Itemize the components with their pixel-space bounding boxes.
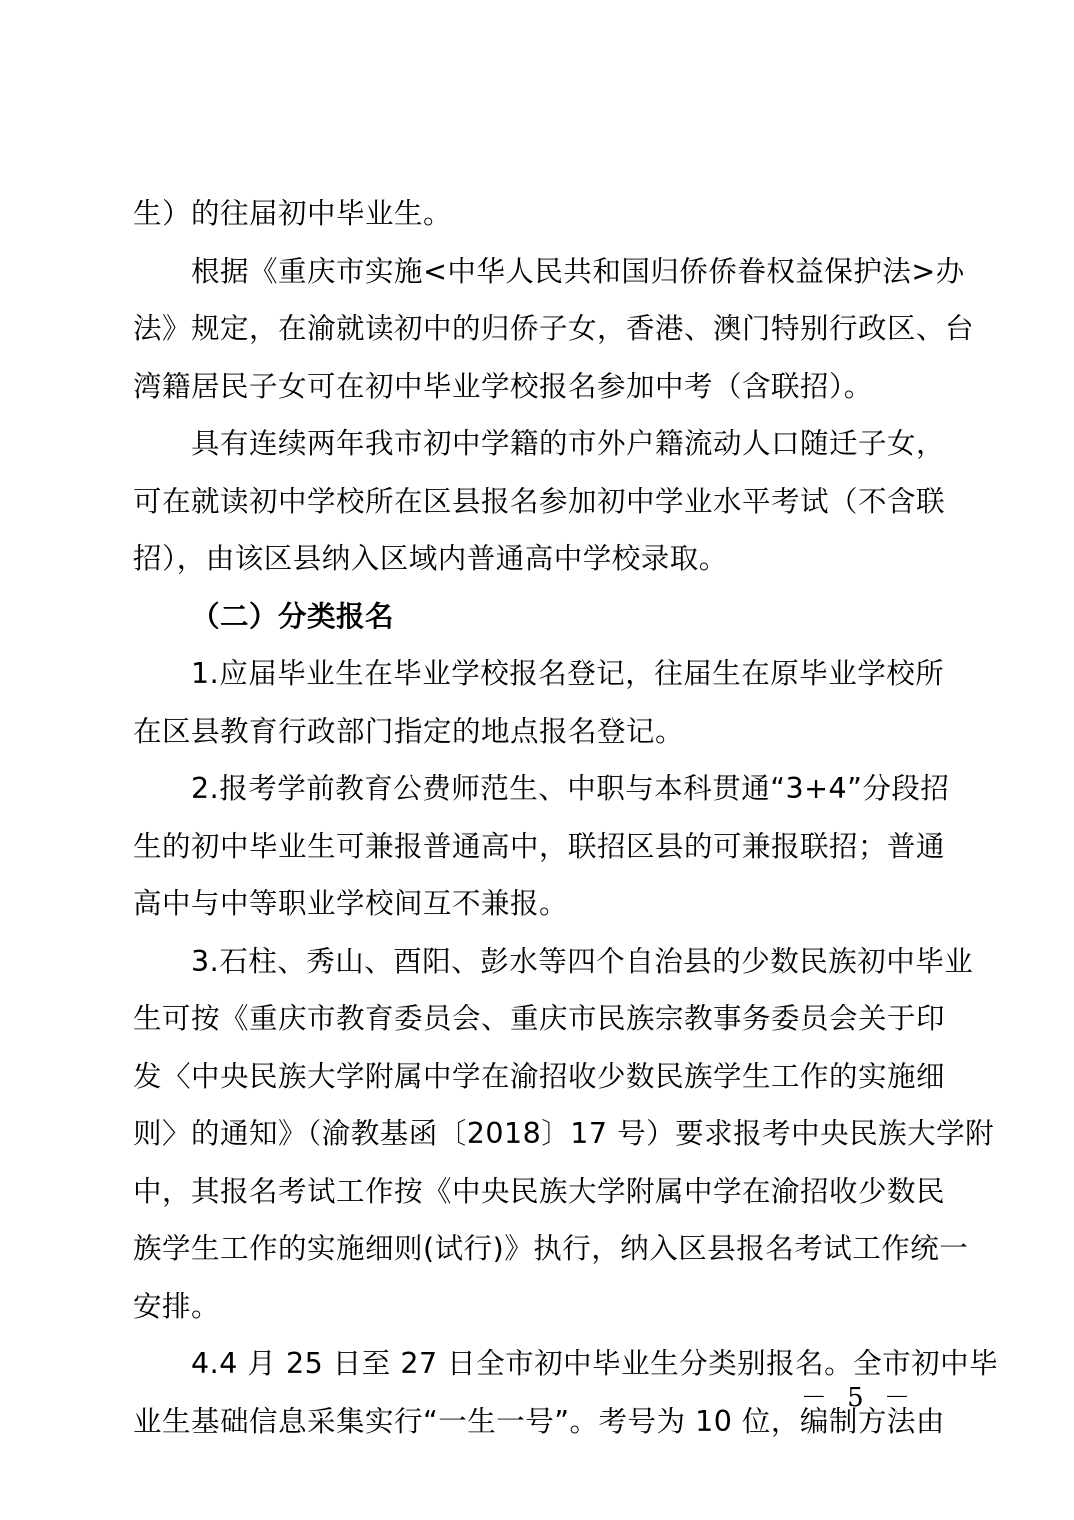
- paragraph-line: 业生基础信息采集实行“一生一号”。考号为 10 位，编制方法由: [133, 1404, 945, 1438]
- paragraph-line: 招），由该区县纳入区域内普通高中学校录取。: [133, 542, 728, 575]
- paragraph-line: 则〉的通知》（渝教基函〔2018〕17 号）要求报考中央民族大学附: [133, 1117, 995, 1150]
- paragraph-line: 安排。: [133, 1289, 221, 1323]
- body-text: [133, 185, 999, 1450]
- paragraph-line: 可在就读初中学校所在区县报名参加初中学业水平考试（不含联: [133, 484, 946, 518]
- paragraph-line: 3.石柱、秀山、酉阳、彭水等四个自治县的少数民族初中毕业: [191, 944, 974, 978]
- paragraph-line: 根据《重庆市实施<中华人民共和国归侨侨眷权益保护法>办: [191, 254, 965, 288]
- paragraph-line: 在区县教育行政部门指定的地点报名登记。: [133, 714, 685, 748]
- paragraph-line: 发〈中央民族大学附属中学在渝招收少数民族学生工作的实施细: [133, 1059, 946, 1093]
- paragraph-line: 族学生工作的实施细则(试行)》执行，纳入区县报名考试工作统一: [133, 1232, 969, 1265]
- paragraph-line: 生的初中毕业生可兼报普通高中，联招区县的可兼报联招；普通: [133, 829, 946, 863]
- section-heading: （二）分类报名: [191, 599, 395, 633]
- paragraph-line: 2.报考学前教育公费师范生、中职与本科贯通“3+4”分段招: [191, 772, 950, 805]
- paragraph-line: 中，其报名考试工作按《中央民族大学附属中学在渝招收少数民: [133, 1174, 946, 1208]
- paragraph-line: 具有连续两年我市初中学籍的市外户籍流动人口随迁子女，: [191, 427, 946, 460]
- paragraph-line: 生可按《重庆市教育委员会、重庆市民族宗教事务委员会关于印: [133, 1002, 946, 1035]
- paragraph-line: 生）的往届初中毕业生。: [133, 197, 453, 230]
- page-number: － 5 －: [800, 1383, 916, 1413]
- paragraph-line: 法》规定，在渝就读初中的归侨子女，香港、澳门特别行政区、台: [133, 312, 975, 345]
- paragraph-line: 4.4 月 25 日至 27 日全市初中毕业生分类别报名。全市初中毕: [191, 1347, 999, 1380]
- paragraph-line: 湾籍居民子女可在初中毕业学校报名参加中考（含联招）。: [133, 369, 873, 403]
- paragraph-line: 高中与中等职业学校间互不兼报。: [133, 887, 569, 920]
- paragraph-line: 1.应届毕业生在毕业学校报名登记，往届生在原毕业学校所: [191, 657, 945, 690]
